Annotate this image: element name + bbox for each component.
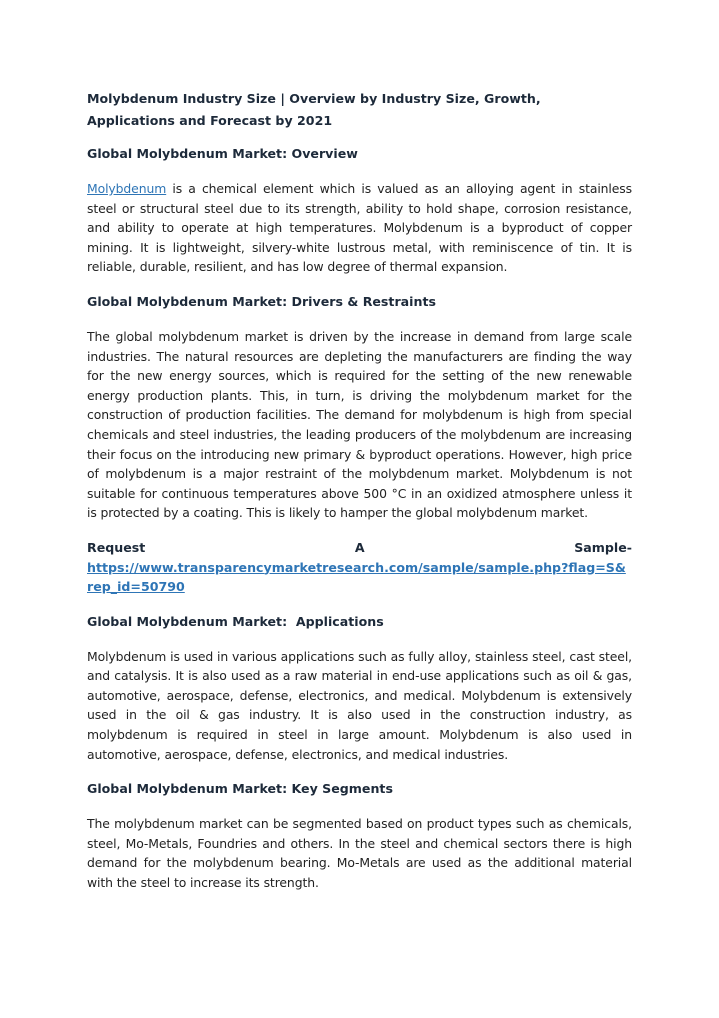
a-word: A — [354, 539, 365, 555]
request-sample-line — [87, 538, 632, 558]
section-paragraph-applications: Molybdenum is used in various applications such as fully alloy, stainless steel, cast steel, and catalysis. It is also used as a raw material in end-use applications such as oil & gas, automotive, aerospace, defense, electronics, and medical. Molybdenum is extensively used in the oil & gas industry. It is also used in the construction industry, as molybdenum is required in steel in large amount. Molybdenum is also used in automotive, aerospace, defense, electronics, and medical industries. — [87, 648, 632, 762]
document-page — [87, 88, 632, 908]
molybdenum-link[interactable]: Molybdenum — [87, 181, 167, 196]
section-heading-drivers: Global Molybdenum Market: Drivers & Restraints — [87, 293, 436, 309]
sample-word: Sample- — [574, 539, 632, 555]
section-heading-applications: Global Molybdenum Market: Applications — [87, 613, 384, 629]
section-heading-overview: Global Molybdenum Market: Overview — [87, 146, 358, 161]
request-sample-block — [87, 538, 632, 597]
request-word: Request — [87, 539, 146, 555]
overview-paragraph-text: is a chemical element which is valued as an alloying agent in stainless steel or structural steel due to its strength, ability to hold shape, corrosion resistance, and ability to operate at high temperatures. Molybdenum is a byproduct of copper mining. It is lightweight, silvery-white lustrous metal, with reminiscence of tin. It is reliable, durable, resilient, and has low degree of thermal expansion. — [87, 181, 632, 275]
request-sample-link[interactable]: https://www.transparencymarketresearch.com/sample/sample.php?flag=S&rep_id=50790 — [87, 559, 626, 595]
section-heading-key-segments: Global Molybdenum Market: Key Segments — [87, 781, 393, 797]
section-paragraph-key-segments: The molybdenum market can be segmented based on product types such as chemicals, steel, Mo-Metals, Foundries and others. In the steel and chemical sectors there is high demand for the molybdenum bearing. Mo-Metals are used as the additional material with the steel to increase its strength. — [87, 816, 632, 891]
document-title: Molybdenum Industry Size | Overview by Industry Size, Growth, Applications and Forecast by 2021 — [87, 91, 541, 128]
section-paragraph-overview — [87, 179, 632, 277]
section-paragraph-drivers: The global molybdenum market is driven by the increase in demand from large scale industries. The natural resources are depleting the manufacturers are finding the way for the new energy sources, which is required for the setting of the new renewable energy production plants. This, in turn, is driving the molybdenum market for the construction of production facilities. The demand for molybdenum is high from special chemicals and steel industries, the leading producers of the molybdenum are increasing their focus on the introducing new primary & byproduct operations. However, high price of molybdenum is a major restraint of the molybdenum market. Molybdenum is not suitable for continuous temperatures above 500 °C in an oxidized atmosphere unless it is protected by a coating. This is likely to hamper the global molybdenum market. — [87, 328, 632, 521]
